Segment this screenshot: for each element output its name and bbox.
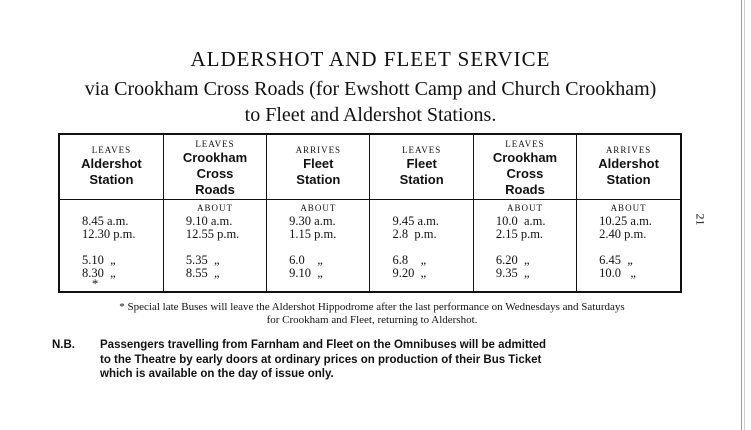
column-place: Station [89,172,134,187]
arrival-time: 9.10 „ [289,266,323,280]
late-bus-footnote [60,301,684,327]
departure-time: 2.8 p.m. [392,227,437,241]
column-verb: ARRIVES [295,145,342,155]
column-place: Fleet [303,156,334,171]
column-place: Crookham [492,150,558,165]
arrival-time: 6.0 „ [289,253,323,267]
arrival-time: 10.0 „ [599,266,636,280]
departure-time: 6.8 „ [392,253,427,267]
times-cell [577,215,680,291]
column-header [473,135,576,200]
times-cell [163,215,266,291]
column-verb: LEAVES [505,139,545,149]
departure-time: 12.55 p.m. [185,227,240,241]
about-cell: ABOUT [267,200,370,216]
nb-line: Passengers travelling from Farnham and Fleet on the Omnibuses will be admitted [100,339,547,351]
column-place: Station [296,172,341,187]
column-place: Cross [506,166,544,181]
column-header [163,135,266,200]
arrival-time: 1.15 p.m. [289,227,337,241]
column-header [60,135,163,200]
departure-time: 8.55 „ [185,266,220,280]
departure-time: 9.35 „ [495,266,530,280]
column-place: Fleet [406,156,437,171]
arrival-time: 10.25 a.m. [599,214,652,228]
timetable-header-row [60,135,680,200]
column-place: Cross [196,166,234,181]
arrival-time: 6.45 „ [599,253,633,267]
times-cell [267,215,370,291]
about-row [60,200,680,216]
about-cell: ABOUT [163,200,266,216]
departure-time: 5.35 „ [185,253,220,267]
column-place: Station [606,172,651,187]
column-verb: LEAVES [195,139,235,149]
arrival-time: 2.40 p.m. [599,227,647,241]
footnote-line: for Crookham and Fleet, returning to Aldershot. [266,314,478,326]
route-subtitle-line1: via Crookham Cross Roads (for Ewshott Camp and Church Crookham) [84,78,657,100]
departure-time: 8.30 „ [82,266,116,280]
departure-time: 2.15 p.m. [495,227,544,241]
route-subtitle-line2: to Fleet and Aldershot Stations. [244,104,497,126]
page-number: 21 [693,213,708,226]
nb-label: N.B. [52,339,75,351]
times-cell [473,215,576,291]
column-header [370,135,473,200]
timetable [58,133,682,293]
about-cell [370,200,473,216]
column-place: Roads [195,182,235,197]
column-place: Aldershot [81,156,142,171]
arrival-time: 9.30 a.m. [289,214,336,228]
column-verb: LEAVES [401,145,442,155]
column-place: Aldershot [598,156,659,171]
departure-time: 6.20 „ [495,253,530,267]
departure-time: 9.20 „ [392,266,427,280]
about-cell [60,200,163,216]
footnote-line: * Special late Buses will leave the Aldershot Hippodrome after the last performance on Wednesdays and Saturdays [119,301,625,313]
times-cell [370,215,473,291]
nb-line: which is available on the day of issue only. [100,368,334,380]
times-cell [60,215,163,291]
column-place: Roads [505,182,545,197]
column-verb: ARRIVES [605,145,652,155]
column-verb: LEAVES [91,145,132,155]
column-header [577,135,680,200]
departure-time: 9.45 a.m. [392,214,440,228]
about-cell: ABOUT [577,200,680,216]
departure-time: 12.30 p.m. [82,227,136,241]
about-cell: ABOUT [473,200,576,216]
column-header [267,135,370,200]
column-place: Station [399,172,444,187]
nb-line: to the Theatre by early doors at ordinary prices on production of their Bus Ticket [100,353,542,366]
column-place: Crookham [182,150,248,165]
late-bus-asterisk: * [92,277,99,291]
page-title: ALDERSHOT AND FLEET SERVICE [190,47,551,71]
departure-time: 5.10 „ [82,253,116,267]
times-row [60,215,680,291]
departure-time: 8.45 a.m. [82,214,129,228]
departure-time: 10.0 a.m. [495,214,546,228]
departure-time: 9.10 a.m. [185,214,233,228]
